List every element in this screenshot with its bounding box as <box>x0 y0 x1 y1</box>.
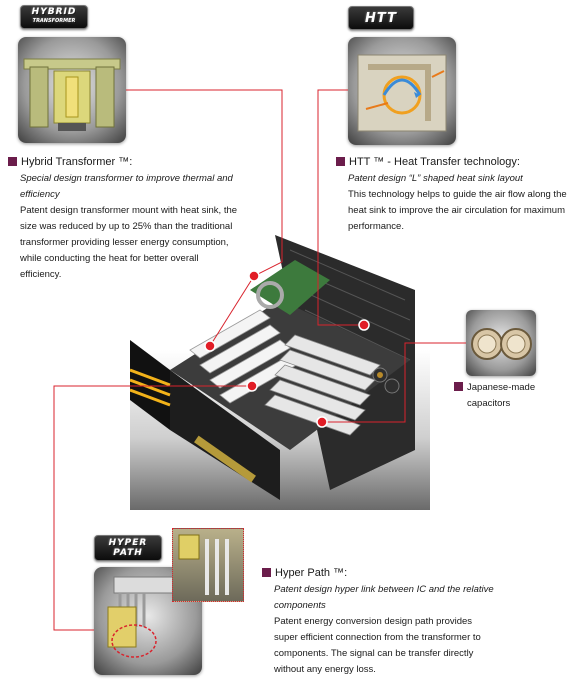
capacitors-label-1-text: Japanese-made <box>467 382 536 393</box>
heatsink-left-marker <box>205 341 215 351</box>
hyperpath-body-1: Patent energy conversion design path provides <box>274 616 473 627</box>
hybrid-marker-link <box>210 276 254 346</box>
htt-body-2: heat sink to improve the air circulation for maximum <box>348 205 565 216</box>
hyperpath-title-text: Hyper Path ™: <box>275 567 348 579</box>
hybrid-logo-top: HYBRID <box>31 7 77 17</box>
hyperpath-body-3: components. The signal can be transfer directly <box>274 648 474 659</box>
hyperpath-body-2: super efficient connection from the transformer to <box>274 632 481 643</box>
hybrid-body-2: size was reduced by up to 25% than the traditional <box>20 221 233 232</box>
hyperpath-bullet-icon <box>262 568 271 577</box>
hybrid-bullet-icon <box>8 157 17 166</box>
hyperpath-logo-bottom: PATH <box>113 548 143 558</box>
htt-description <box>336 155 586 235</box>
hybrid-body-4: while conducting the heat for better overall <box>20 253 199 264</box>
hybrid-body-1: Patent design transformer mount with heat sink, the <box>20 205 238 216</box>
hyperpath-body-4: without any energy loss. <box>274 664 376 675</box>
capacitors-label-1 <box>454 380 564 396</box>
htt-title <box>336 155 586 169</box>
hybrid-body-3: transformer providing lesser energy consumption, <box>20 237 229 248</box>
htt-bullet-icon <box>336 157 345 166</box>
hybrid-title <box>8 155 278 169</box>
hybrid-subtitle-2: efficiency <box>20 189 60 200</box>
capacitors-description <box>454 380 564 412</box>
hybrid-subtitle-1: Special design transformer to improve thermal and <box>20 173 233 184</box>
htt-body-1: This technology helps to guide the air flow along the <box>348 189 567 200</box>
hyperpath-subtitle-2: components <box>274 600 326 611</box>
capacitors-marker <box>317 417 327 427</box>
hyperpath-logo-top: HYPER <box>108 538 148 548</box>
capacitors-connector <box>322 343 466 422</box>
htt-body-3: performance. <box>348 221 404 232</box>
hyperpath-title <box>262 566 532 580</box>
capacitors-label-2: capacitors <box>467 398 511 409</box>
hybrid-title-text: Hybrid Transformer ™: <box>21 156 133 168</box>
hybrid-logo-bottom: TRANSFORMER <box>32 18 76 24</box>
hyperpath-connector <box>54 386 252 630</box>
hybrid-description <box>8 155 278 283</box>
htt-logo-text: HTT <box>365 10 397 26</box>
htt-marker <box>359 320 369 330</box>
capacitors-bullet-icon <box>454 382 463 391</box>
hybrid-body-5: efficiency. <box>20 269 62 280</box>
hyperpath-marker <box>247 381 257 391</box>
hyperpath-subtitle-1: Patent design hyper link between IC and the relative <box>274 584 494 595</box>
hyperpath-description <box>262 566 532 678</box>
htt-subtitle-1: Patent design “L” shaped heat sink layout <box>348 173 523 184</box>
htt-title-text: HTT ™ - Heat Transfer technology: <box>349 156 520 168</box>
